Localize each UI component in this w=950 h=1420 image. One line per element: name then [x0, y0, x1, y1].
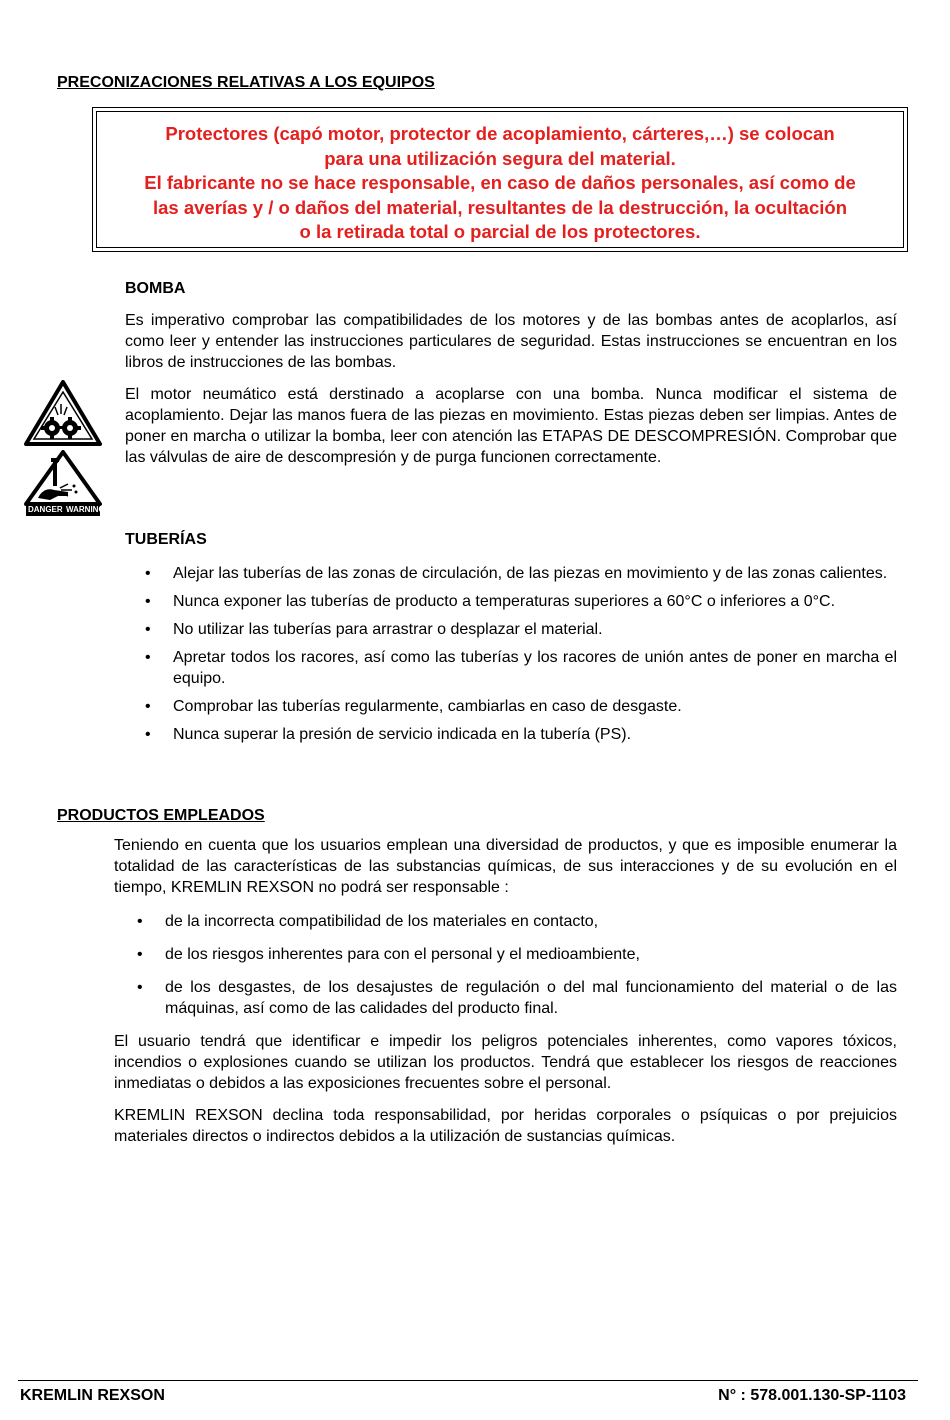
bomba-title: BOMBA — [125, 280, 186, 297]
danger-label: DANGER — [28, 505, 63, 514]
productos-paragraph-2: El usuario tendrá que identificar e impedir los peligros potenciales inherentes, como vapores tóxicos, incendios o explosiones cuando se utilizan los productos. Tendrá que establecer los riesgos de reacciones inmediatas o debidos a las exposiciones frecuentes sobre el personal. — [114, 1033, 897, 1092]
warning-text — [96, 111, 904, 248]
list-item: • de los riesgos inherentes para con el personal y el medioambiente, — [137, 946, 640, 963]
warning-line: para una utilización segura del material. — [324, 147, 676, 169]
warning-box — [92, 107, 908, 252]
list-item: • Alejar las tuberías de las zonas de circulación, de las piezas en movimiento y de las zonas calientes. — [145, 565, 888, 582]
bomba-paragraph-1: Es imperativo comprobar las compatibilidades de los motores y de las bombas antes de acoplarlos, así como leer y entender las instrucciones particulares de seguridad. Estas instrucciones se encuentran en los libros de instrucciones de las bombas. — [125, 312, 897, 371]
hand-injection-hazard-icon — [24, 450, 105, 518]
tuberias-title: TUBERÍAS — [125, 531, 207, 548]
section-title-equipos: PRECONIZACIONES RELATIVAS A LOS EQUIPOS — [57, 74, 435, 91]
section-title-productos: PRODUCTOS EMPLEADOS — [57, 807, 265, 824]
bomba-paragraph-2: El motor neumático está derstinado a acoplarse con una bomba. Nunca modificar el sistema de acoplamiento. Dejar las manos fuera de las piezas en movimiento. Estas piezas deben ser limpias. Antes de poner en marcha o utilizar la bomba, leer con atención las ETAPAS DE DESCOMPRESIÓN. Comprobar que las válvulas de aire de descompresión y de purga funcionen correctamente. — [125, 386, 897, 466]
warning-line: o la retirada total o parcial de los protectores. — [299, 221, 701, 242]
warning-label: WARNING — [66, 505, 105, 514]
productos-intro: Teniendo en cuenta que los usuarios emplean una diversidad de productos, y que es imposible enumerar la totalidad de las características de las substancias químicas, de sus interacciones y de su evolución en el tiempo, KREMLIN REXSON no podrá ser responsable : — [114, 837, 897, 896]
productos-paragraph-3: KREMLIN REXSON declina toda responsabilidad, por heridas corporales o psíquicas o por prejuicios materiales directos o indirectos debidos a la utilización de sustancias químicas. — [114, 1107, 897, 1145]
list-item: • de la incorrecta compatibilidad de los materiales en contacto, — [137, 913, 599, 930]
list-item: • Nunca exponer las tuberías de producto a temperaturas superiores a 60°C o inferiores a 0°C. — [145, 593, 836, 610]
footer-document-number: N° : 578.001.130-SP-1103 — [718, 1387, 906, 1404]
list-item: • Apretar todos los racores, así como las tuberías y los racores de unión antes de poner en marcha el equipo. — [145, 649, 897, 687]
warning-line: El fabricante no se hace responsable, en caso de daños personales, así como de — [144, 172, 856, 193]
list-item: • Comprobar las tuberías regularmente, cambiarlas en caso de desgaste. — [145, 698, 682, 715]
list-item: • Nunca superar la presión de servicio indicada en la tubería (PS). — [145, 726, 632, 743]
productos-list — [137, 911, 897, 1019]
footer-company: KREMLIN REXSON — [20, 1387, 165, 1404]
warning-line: las averías y / o daños del material, resultantes de la destrucción, la ocultación — [152, 196, 847, 218]
list-item: • No utilizar las tuberías para arrastrar o desplazar el material. — [145, 621, 603, 638]
tuberias-list — [145, 563, 897, 745]
list-item: • de los desgastes, de los desajustes de regulación o del mal funcionamiento del material o de las máquinas, así como de las calidades del producto final. — [137, 979, 897, 1017]
warning-line: Protectores (capó motor, protector de acoplamiento, cárteres,…) se colocan — [165, 123, 835, 144]
footer-divider — [18, 1380, 918, 1381]
gears-hazard-icon — [24, 380, 102, 448]
